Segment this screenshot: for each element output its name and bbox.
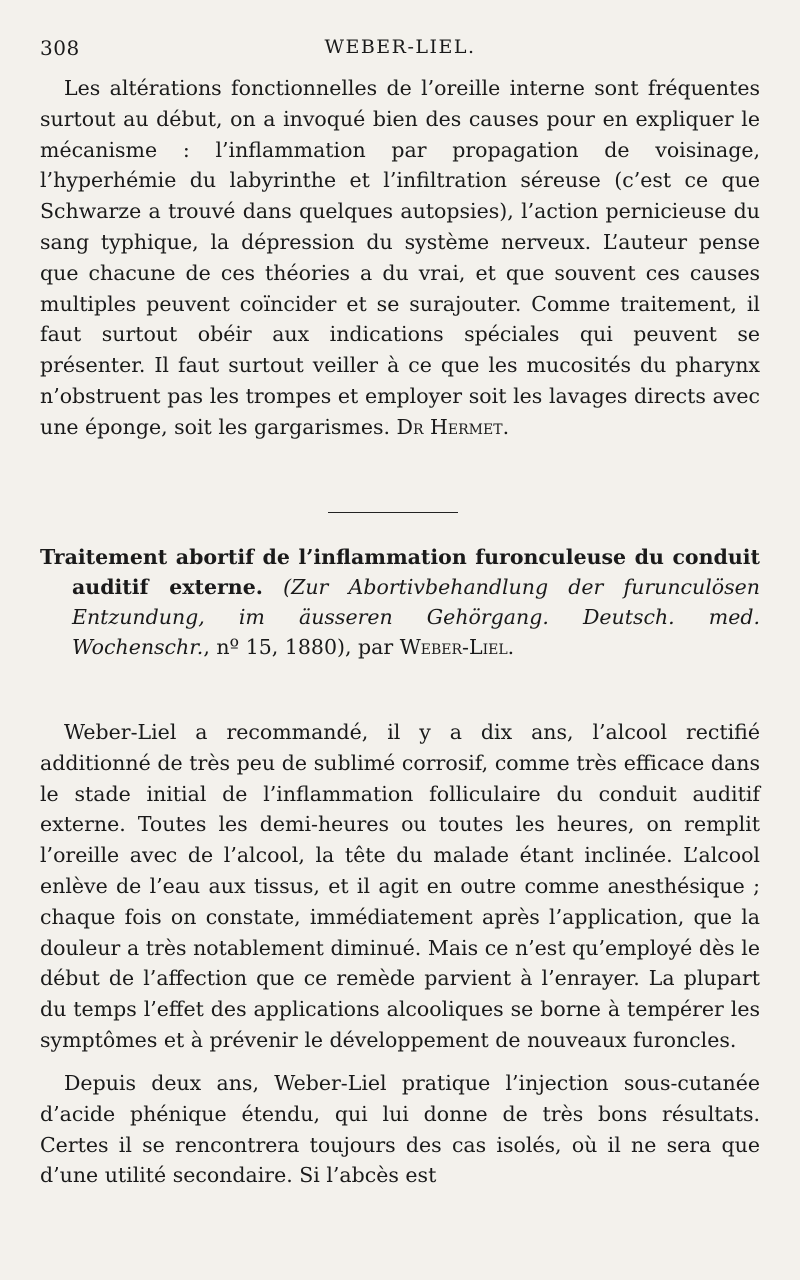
page-number: 308 xyxy=(40,36,80,60)
paragraph-body: Les altérations fonctionnelles de l’oreille interne sont fréquentes surtout au début, on a invoqué bien des causes pour en expliquer le mécanisme : l’inflammation par propagation de voisinage, l’hyperhémie du labyrinthe et l’infiltration séreuse (c’est ce que Schwarze a trouvé dans quelques autopsies), l’action pernicieuse du sang typhique, la dépression du système nerveux. L’auteur pense que chacune de ces théories a du vrai, et que souvent ces causes multiples peuvent coïncider et se surajouter. Comme traitement, il faut surtout obéir aux indications spéciales qui peuvent se présenter. Il faut surtout veiller à ce que les mucosités du pharynx n’obstruent pas les trompes et employer soit les lavages directs avec une éponge, soit les gargarismes. xyxy=(40,76,760,439)
article-author: Weber-Liel. xyxy=(399,635,515,659)
article-title xyxy=(40,542,760,662)
section-divider xyxy=(328,512,458,513)
paragraph-phenic-acid xyxy=(40,1068,760,1191)
paragraph-otitis-review xyxy=(40,73,760,443)
paragraph-text xyxy=(40,73,760,443)
paragraph-alcohol-treatment xyxy=(40,717,760,1056)
reviewer-signature: Dr Hermet. xyxy=(396,414,510,439)
page-header xyxy=(40,36,760,66)
paragraph-text: Weber-Liel a recommandé, il y a dix ans, l’alcool rectifié additionné de très peu de sublimé corrosif, comme très efficace dans le stade initial de l’inflammation folliculaire du conduit auditif externe. Toutes les demi-heures ou toutes les heures, on remplit l’oreille avec de l’alcool, la tête du malade étant inclinée. L’alcool enlève de l’eau aux tissus, et il agit en outre comme anesthésique ; chaque fois on constate, immédiatement après l’application, que la douleur a très notablement diminué. Mais ce n’est qu’employé dès le début de l’affection que ce remède parvient à l’enrayer. La plupart du temps l’effet des applications alcooliques se borne à tempérer les symptômes et à prévenir le développement de nouveaux furoncles. xyxy=(40,720,760,1052)
paragraph-text: Depuis deux ans, Weber-Liel pratique l’injection sous-cutanée d’acide phénique étendu, qui lui donne de très bons résultats. Certes il se rencontrera toujours des cas isolés, où il ne sera que d’une utilité secondaire. Si l’abcès est xyxy=(40,1071,760,1188)
article-title-german: (Zur Abortivbehandlung der furunculösen Entzundung, im äusseren Gehörgang. Deutsch. med. Wochenschr. xyxy=(72,575,760,659)
article-title-french: Traitement abortif de l’inflammation furonculeuse du conduit auditif externe. xyxy=(40,545,760,599)
running-head: WEBER-LIEL. xyxy=(324,36,476,58)
article-reference: , nº 15, 1880), par xyxy=(203,635,394,659)
